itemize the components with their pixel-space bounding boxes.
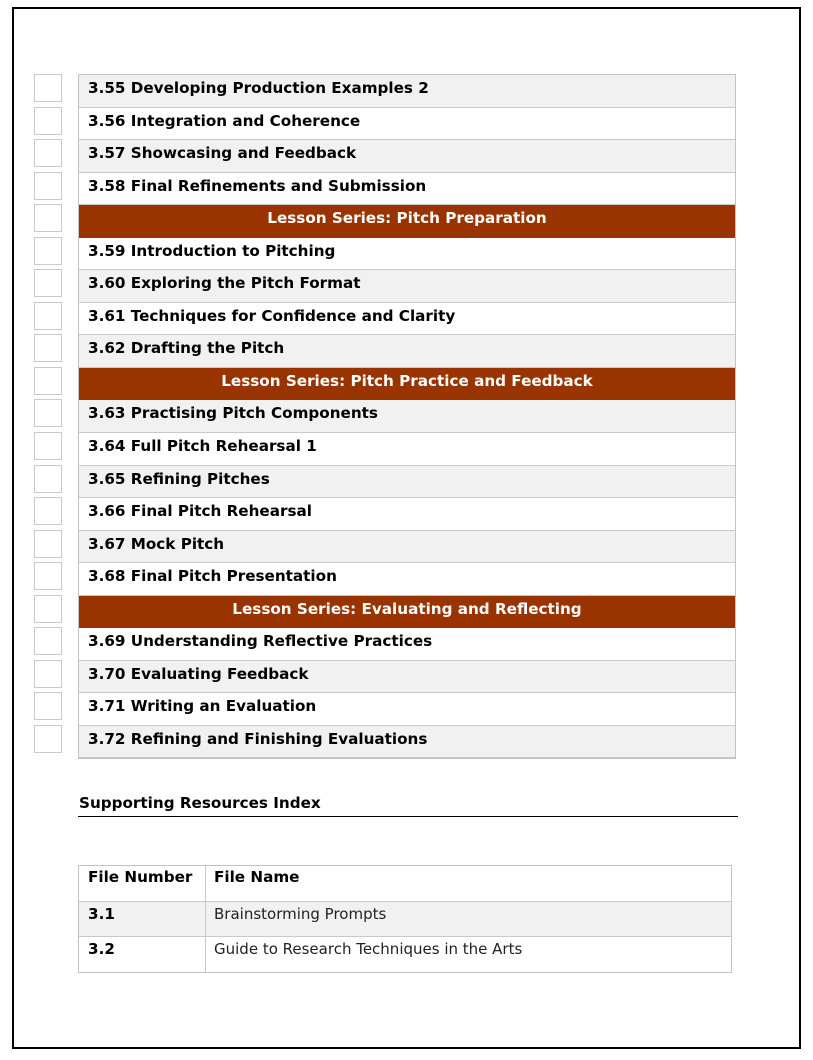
file-name-header: File Name [214,868,300,886]
lesson-checkbox[interactable] [34,562,62,590]
lesson-title: 3.65 Refining Pitches [88,469,270,488]
lesson-title: 3.70 Evaluating Feedback [88,664,309,683]
file-number-header: File Number [79,866,206,901]
lesson-row [79,693,735,726]
lesson-title: 3.67 Mock Pitch [88,534,225,553]
lesson-checkbox[interactable] [34,302,62,330]
lesson-title: 3.68 Final Pitch Presentation [88,567,337,586]
series-title: Lesson Series: Pitch Preparation [267,209,547,228]
series-header-row [79,596,735,629]
resource-row [79,902,731,937]
lesson-title: 3.71 Writing an Evaluation [88,697,317,716]
lesson-title: 3.66 Final Pitch Rehearsal [88,502,312,521]
lesson-checkbox[interactable] [34,204,62,232]
file-number: 3.1 [88,905,115,923]
lesson-checkbox[interactable] [34,334,62,362]
lesson-title: 3.64 Full Pitch Rehearsal 1 [88,437,317,456]
lesson-checkbox[interactable] [34,172,62,200]
series-header-row [79,368,735,401]
lesson-checkbox[interactable] [34,692,62,720]
lesson-title: 3.69 Understanding Reflective Practices [88,632,433,651]
lesson-row [79,173,735,206]
lesson-checkbox[interactable] [34,399,62,427]
lesson-row [79,238,735,271]
lesson-row [79,531,735,564]
lesson-title: 3.57 Showcasing and Feedback [88,144,357,163]
lesson-row [79,466,735,499]
lesson-title: 3.59 Introduction to Pitching [88,241,336,260]
resource-row [79,937,731,972]
resources-section-title: Supporting Resources Index [79,794,321,812]
lesson-checkbox[interactable] [34,530,62,558]
series-title: Lesson Series: Evaluating and Reflecting [232,599,582,618]
lesson-row [79,563,735,596]
lesson-row [79,628,735,661]
lesson-title: 3.61 Techniques for Confidence and Clarity [88,306,456,325]
lesson-row [79,400,735,433]
lesson-checkbox[interactable] [34,107,62,135]
lesson-checkbox[interactable] [34,497,62,525]
lesson-title: 3.55 Developing Production Examples 2 [88,79,429,97]
lesson-row [79,726,735,759]
lesson-checkbox[interactable] [34,465,62,493]
lesson-row [79,433,735,466]
lesson-checkbox[interactable] [34,595,62,623]
lesson-checkbox[interactable] [34,269,62,297]
lesson-row [79,108,735,141]
lesson-checkbox[interactable] [34,627,62,655]
resources-table [78,865,732,973]
lesson-title: 3.58 Final Refinements and Submission [88,176,427,195]
lesson-checkbox[interactable] [34,660,62,688]
lesson-row [79,498,735,531]
lesson-row [79,75,735,108]
lesson-checkbox[interactable] [34,74,62,102]
lesson-title: 3.62 Drafting the Pitch [88,339,285,358]
lesson-table [78,74,736,759]
checkbox-column [34,74,64,757]
section-divider [78,816,738,817]
resources-header-row [79,866,731,902]
lesson-checkbox[interactable] [34,367,62,395]
series-header-row [79,205,735,238]
lesson-row [79,335,735,368]
series-title: Lesson Series: Pitch Practice and Feedback [221,371,593,390]
lesson-checkbox[interactable] [34,432,62,460]
lesson-checkbox[interactable] [34,139,62,167]
file-name: Guide to Research Techniques in the Arts [214,940,523,958]
file-number: 3.2 [88,940,115,958]
lesson-title: 3.56 Integration and Coherence [88,111,361,130]
lesson-title: 3.72 Refining and Finishing Evaluations [88,729,428,748]
lesson-row [79,661,735,694]
lesson-row [79,303,735,336]
lesson-checkbox[interactable] [34,237,62,265]
lesson-title: 3.63 Practising Pitch Components [88,404,378,423]
lesson-row [79,140,735,173]
lesson-row [79,270,735,303]
lesson-title: 3.60 Exploring the Pitch Format [88,274,361,293]
lesson-checkbox[interactable] [34,725,62,753]
file-name: Brainstorming Prompts [214,905,387,923]
